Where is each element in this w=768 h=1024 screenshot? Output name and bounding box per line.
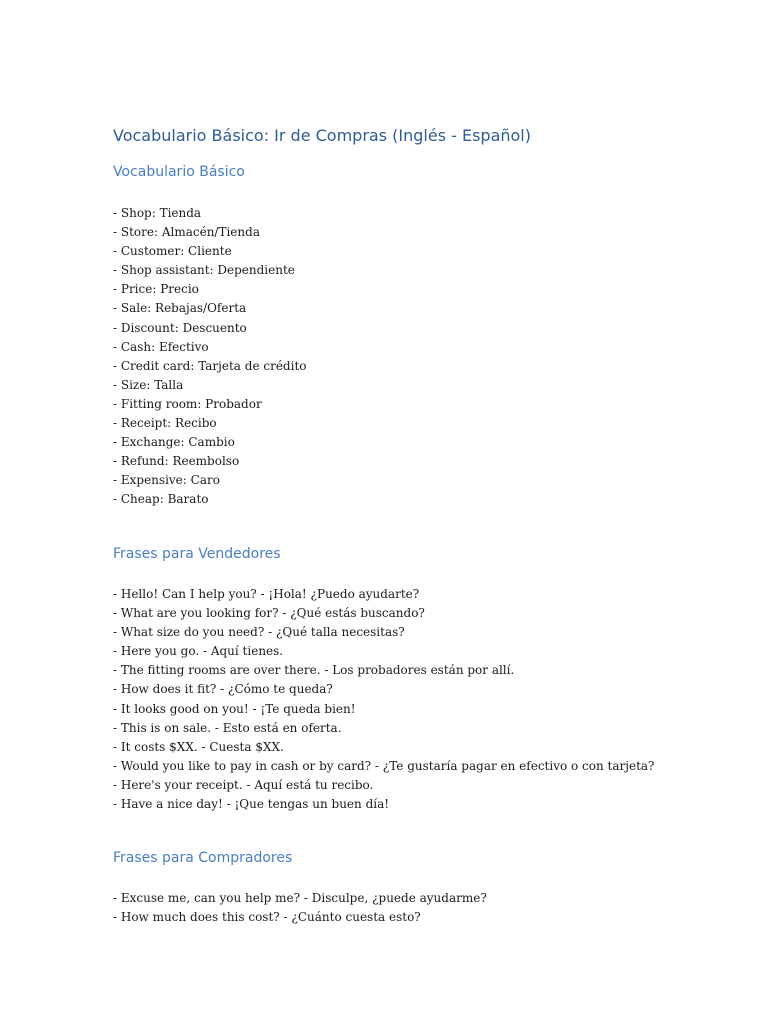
list-item: - What size do you need? - ¿Qué talla necesitas? [113, 625, 405, 640]
list-item: - Cheap: Barato [113, 492, 209, 507]
list-item: - Here you go. - Aquí tienes. [113, 644, 284, 659]
list-item: - Excuse me, can you help me? - Disculpe, ¿puede ayudarme? [113, 891, 487, 905]
list-item: - Here's your receipt. - Aquí está tu recibo. [113, 777, 374, 792]
list-item: - Credit card: Tarjeta de crédito [113, 358, 307, 373]
list-item: - It costs $XX. - Cuesta $XX. [113, 739, 284, 754]
list-item: - Sale: Rebajas/Oferta [113, 301, 247, 316]
list-item: - Expensive: Caro [113, 473, 220, 488]
list-item: - Discount: Descuento [113, 320, 247, 335]
list-item: - Receipt: Recibo [113, 416, 217, 431]
list-item: - This is on sale. - Esto está en oferta. [113, 720, 342, 735]
list-item: - Shop: Tienda [113, 206, 202, 220]
list-item: - Would you like to pay in cash or by card? - ¿Te gustaría pagar en efectivo o con tarjeta? [113, 758, 655, 773]
buyers-phrases-list [113, 889, 487, 927]
list-item: - What are you looking for? - ¿Qué estás buscando? [113, 606, 425, 621]
section-heading-vocabulary: Vocabulario Básico [113, 164, 245, 180]
list-item: - How does it fit? - ¿Cómo te queda? [113, 682, 333, 697]
list-item: - Exchange: Cambio [113, 435, 235, 450]
list-item: - Price: Precio [113, 282, 199, 297]
list-item: - Fitting room: Probador [113, 396, 262, 411]
vocabulary-list [113, 204, 307, 510]
list-item: - Hello! Can I help you? - ¡Hola! ¿Puedo ayudarte? [113, 587, 420, 601]
sellers-phrases-list [113, 585, 655, 814]
list-item: - Cash: Efectivo [113, 339, 209, 354]
list-item: - Customer: Cliente [113, 244, 232, 259]
list-item: - Have a nice day! - ¡Que tengas un buen día! [113, 797, 390, 812]
list-item: - The fitting rooms are over there. - Los probadores están por allí. [113, 663, 515, 678]
list-item: - It looks good on you! - ¡Te queda bien! [113, 701, 356, 716]
section-heading-sellers: Frases para Vendedores [113, 546, 281, 562]
list-item: - Refund: Reembolso [113, 454, 240, 469]
list-item: - Store: Almacén/Tienda [113, 225, 260, 240]
list-item: - Size: Talla [113, 377, 184, 392]
document-title: Vocabulario Básico: Ir de Compras (Inglés - Español) [113, 126, 531, 145]
list-item: - How much does this cost? - ¿Cuánto cuesta esto? [113, 910, 421, 925]
list-item: - Shop assistant: Dependiente [113, 263, 295, 278]
section-heading-buyers: Frases para Compradores [113, 850, 293, 866]
